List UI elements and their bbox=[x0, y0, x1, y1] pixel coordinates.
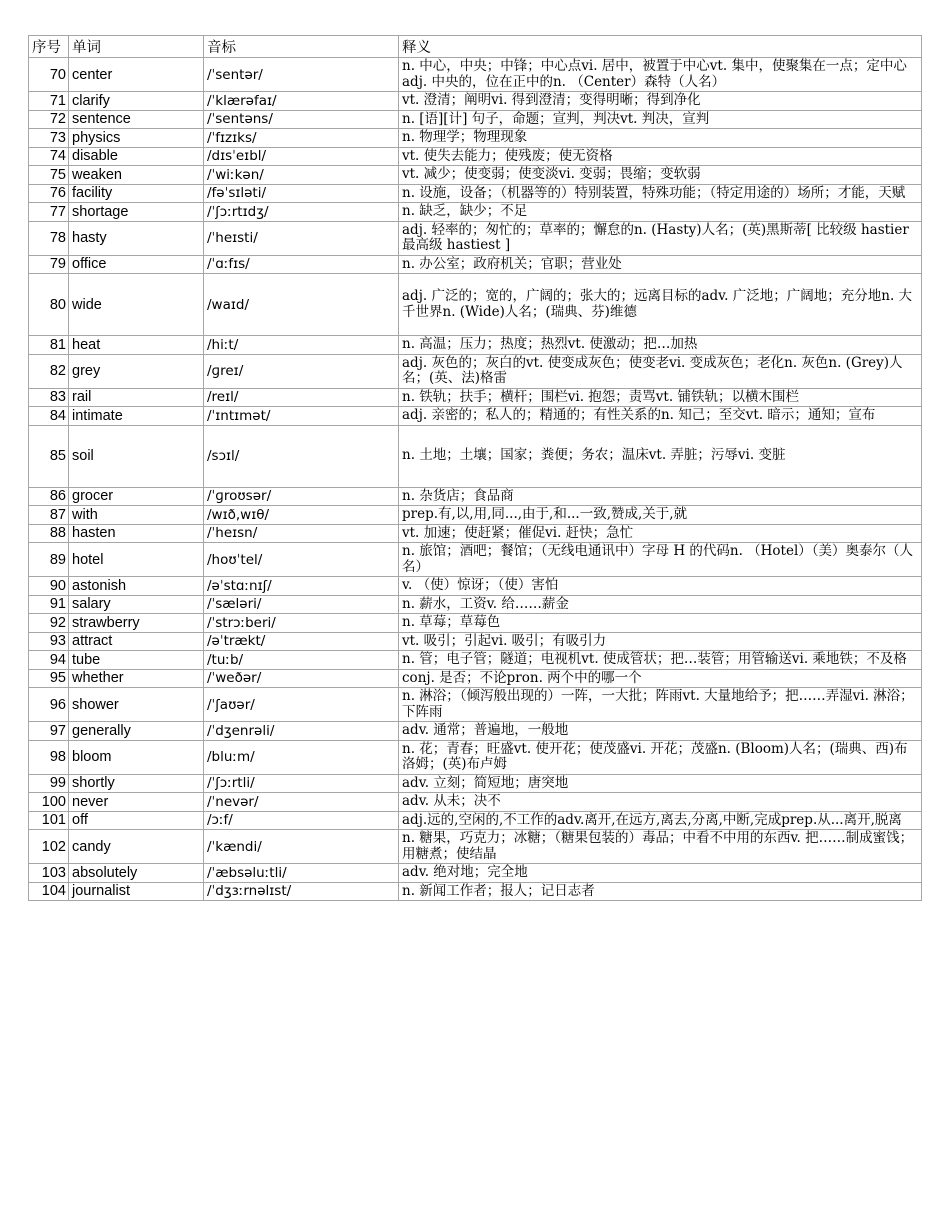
table-row bbox=[29, 614, 922, 633]
table-row bbox=[29, 388, 922, 407]
row-number: 73 bbox=[29, 129, 69, 148]
row-word: hasty bbox=[69, 221, 204, 255]
row-word: heat bbox=[69, 336, 204, 355]
row-word: journalist bbox=[69, 882, 204, 901]
table-row bbox=[29, 274, 922, 336]
row-word: tube bbox=[69, 651, 204, 670]
row-definition: adj. 灰色的；灰白的vt. 使变成灰色；使变老vi. 变成灰色；老化n. 灰色n. (Grey)人名；(英、法)格雷 bbox=[399, 354, 922, 388]
row-definition: vt. 使失去能力；使残废；使无资格 bbox=[399, 147, 922, 166]
row-phonetic: /bluːm/ bbox=[204, 740, 399, 774]
row-definition: adj. 轻率的；匆忙的；草率的；懈怠的n. (Hasty)人名；(英)黑斯蒂[ 比较级 hastier 最高级 hastiest ] bbox=[399, 221, 922, 255]
row-phonetic: /ˈʃɔːrtli/ bbox=[204, 774, 399, 793]
row-phonetic: /ˈdʒɜːrnəlɪst/ bbox=[204, 882, 399, 901]
header-number: 序号 bbox=[29, 36, 69, 58]
row-number: 83 bbox=[29, 388, 69, 407]
table-row bbox=[29, 255, 922, 274]
row-definition: v. （使）惊讶；（使）害怕 bbox=[399, 577, 922, 596]
row-word: wide bbox=[69, 274, 204, 336]
row-phonetic: /ˈstrɔːberi/ bbox=[204, 614, 399, 633]
table-row bbox=[29, 184, 922, 203]
row-word: generally bbox=[69, 722, 204, 741]
row-number: 75 bbox=[29, 166, 69, 185]
row-definition: n. [语][计] 句子，命题；宣判，判决vt. 判决，宣判 bbox=[399, 110, 922, 129]
row-phonetic: /ˈnevər/ bbox=[204, 793, 399, 812]
header-phonetic: 音标 bbox=[204, 36, 399, 58]
row-phonetic: /ˈdʒenrəli/ bbox=[204, 722, 399, 741]
row-phonetic: /əˈtrækt/ bbox=[204, 632, 399, 651]
row-number: 71 bbox=[29, 92, 69, 111]
row-phonetic: /ˈwiːkən/ bbox=[204, 166, 399, 185]
row-definition: n. 铁轨；扶手；横杆；围栏vi. 抱怨；责骂vt. 铺铁轨；以横木围栏 bbox=[399, 388, 922, 407]
row-number: 78 bbox=[29, 221, 69, 255]
table-row bbox=[29, 793, 922, 812]
row-number: 97 bbox=[29, 722, 69, 741]
row-word: weaken bbox=[69, 166, 204, 185]
row-phonetic: /waɪd/ bbox=[204, 274, 399, 336]
row-phonetic: /tuːb/ bbox=[204, 651, 399, 670]
row-definition: n. 办公室；政府机关；官职；营业处 bbox=[399, 255, 922, 274]
row-phonetic: /fəˈsɪləti/ bbox=[204, 184, 399, 203]
row-number: 77 bbox=[29, 203, 69, 222]
row-definition: n. 杂货店；食品商 bbox=[399, 487, 922, 506]
row-word: shortly bbox=[69, 774, 204, 793]
row-number: 79 bbox=[29, 255, 69, 274]
row-word: candy bbox=[69, 830, 204, 864]
row-number: 74 bbox=[29, 147, 69, 166]
row-definition: adv. 从未；决不 bbox=[399, 793, 922, 812]
row-phonetic: /ɡreɪ/ bbox=[204, 354, 399, 388]
row-word: clarify bbox=[69, 92, 204, 111]
table-row bbox=[29, 407, 922, 426]
row-number: 99 bbox=[29, 774, 69, 793]
table-row bbox=[29, 58, 922, 92]
table-row bbox=[29, 811, 922, 830]
row-number: 103 bbox=[29, 864, 69, 883]
row-number: 82 bbox=[29, 354, 69, 388]
row-definition: vt. 澄清；阐明vi. 得到澄清；变得明晰；得到净化 bbox=[399, 92, 922, 111]
row-number: 70 bbox=[29, 58, 69, 92]
row-definition: prep.有,以,用,同...,由于,和...一致,赞成,关于,就 bbox=[399, 506, 922, 525]
row-number: 88 bbox=[29, 524, 69, 543]
row-word: facility bbox=[69, 184, 204, 203]
table-row bbox=[29, 882, 922, 901]
row-number: 96 bbox=[29, 688, 69, 722]
table-row bbox=[29, 425, 922, 487]
row-word: strawberry bbox=[69, 614, 204, 633]
row-number: 102 bbox=[29, 830, 69, 864]
row-word: bloom bbox=[69, 740, 204, 774]
row-number: 76 bbox=[29, 184, 69, 203]
row-phonetic: /ˈsentəns/ bbox=[204, 110, 399, 129]
row-definition: adv. 通常；普遍地，一般地 bbox=[399, 722, 922, 741]
row-number: 98 bbox=[29, 740, 69, 774]
table-row bbox=[29, 221, 922, 255]
row-phonetic: /dɪsˈeɪbl/ bbox=[204, 147, 399, 166]
row-phonetic: /ˈheɪsn/ bbox=[204, 524, 399, 543]
row-definition: n. 花；青春；旺盛vt. 使开花；使茂盛vi. 开花；茂盛n. (Bloom)人名；(瑞典、西)布洛姆；(英)布卢姆 bbox=[399, 740, 922, 774]
table-row bbox=[29, 632, 922, 651]
row-phonetic: /hiːt/ bbox=[204, 336, 399, 355]
table-row bbox=[29, 688, 922, 722]
row-phonetic: /ˈheɪsti/ bbox=[204, 221, 399, 255]
row-definition: adj.远的,空闲的,不工作的adv.离开,在远方,离去,分离,中断,完成prep.从...离开,脱离 bbox=[399, 811, 922, 830]
row-number: 81 bbox=[29, 336, 69, 355]
row-number: 90 bbox=[29, 577, 69, 596]
row-phonetic: /əˈstɑːnɪʃ/ bbox=[204, 577, 399, 596]
table-row bbox=[29, 506, 922, 525]
table-row bbox=[29, 524, 922, 543]
row-definition: adv. 立刻；简短地；唐突地 bbox=[399, 774, 922, 793]
row-phonetic: /ˈsæləri/ bbox=[204, 595, 399, 614]
row-word: intimate bbox=[69, 407, 204, 426]
table-row bbox=[29, 203, 922, 222]
table-row bbox=[29, 543, 922, 577]
vocabulary-page bbox=[28, 35, 921, 901]
table-row bbox=[29, 110, 922, 129]
table-row bbox=[29, 830, 922, 864]
row-word: center bbox=[69, 58, 204, 92]
row-word: grocer bbox=[69, 487, 204, 506]
row-number: 101 bbox=[29, 811, 69, 830]
row-word: grey bbox=[69, 354, 204, 388]
table-row bbox=[29, 336, 922, 355]
row-number: 91 bbox=[29, 595, 69, 614]
row-definition: n. 管；电子管；隧道；电视机vt. 使成管状；把…装管；用管输送vi. 乘地铁；不及格 bbox=[399, 651, 922, 670]
row-phonetic: /ˈkændi/ bbox=[204, 830, 399, 864]
row-word: whether bbox=[69, 669, 204, 688]
vocabulary-table bbox=[28, 35, 922, 901]
row-word: with bbox=[69, 506, 204, 525]
table-row bbox=[29, 92, 922, 111]
row-phonetic: /wɪð,wɪθ/ bbox=[204, 506, 399, 525]
table-row bbox=[29, 354, 922, 388]
row-definition: vt. 吸引；引起vi. 吸引；有吸引力 bbox=[399, 632, 922, 651]
row-phonetic: /ˈʃɔːrtɪdʒ/ bbox=[204, 203, 399, 222]
row-phonetic: /ˈfɪzɪks/ bbox=[204, 129, 399, 148]
row-definition: n. 草莓；草莓色 bbox=[399, 614, 922, 633]
row-definition: n. 旅馆；酒吧；餐馆；（无线电通讯中）字母 H 的代码n. （Hotel）（美）奥泰尔（人名） bbox=[399, 543, 922, 577]
table-row bbox=[29, 740, 922, 774]
table-row bbox=[29, 129, 922, 148]
row-word: shortage bbox=[69, 203, 204, 222]
table-row bbox=[29, 669, 922, 688]
row-definition: n. 设施，设备；（机器等的）特别装置，特殊功能；（特定用途的）场所；才能，天赋 bbox=[399, 184, 922, 203]
row-word: salary bbox=[69, 595, 204, 614]
row-phonetic: /ɔːf/ bbox=[204, 811, 399, 830]
row-phonetic: /ˈklærəfaɪ/ bbox=[204, 92, 399, 111]
row-definition: n. 淋浴；（倾泻般出现的）一阵，一大批；阵雨vt. 大量地给予；把……弄湿vi. 淋浴；下阵雨 bbox=[399, 688, 922, 722]
row-number: 104 bbox=[29, 882, 69, 901]
row-word: soil bbox=[69, 425, 204, 487]
row-phonetic: /ˈɪntɪmət/ bbox=[204, 407, 399, 426]
table-row bbox=[29, 864, 922, 883]
row-definition: n. 高温；压力；热度；热烈vt. 使激动；把…加热 bbox=[399, 336, 922, 355]
row-word: hotel bbox=[69, 543, 204, 577]
row-number: 94 bbox=[29, 651, 69, 670]
row-definition: n. 薪水，工资v. 给……薪金 bbox=[399, 595, 922, 614]
row-number: 87 bbox=[29, 506, 69, 525]
row-word: never bbox=[69, 793, 204, 812]
row-number: 72 bbox=[29, 110, 69, 129]
table-body bbox=[29, 58, 922, 901]
row-phonetic: /ˈweðər/ bbox=[204, 669, 399, 688]
row-phonetic: /reɪl/ bbox=[204, 388, 399, 407]
row-phonetic: /hoʊˈtel/ bbox=[204, 543, 399, 577]
row-definition: vt. 加速；使赶紧；催促vi. 赶快；急忙 bbox=[399, 524, 922, 543]
header-definition: 释义 bbox=[399, 36, 922, 58]
row-phonetic: /ˈɑːfɪs/ bbox=[204, 255, 399, 274]
table-row bbox=[29, 651, 922, 670]
row-definition: conj. 是否；不论pron. 两个中的哪一个 bbox=[399, 669, 922, 688]
row-word: astonish bbox=[69, 577, 204, 596]
table-row bbox=[29, 577, 922, 596]
row-number: 84 bbox=[29, 407, 69, 426]
table-row bbox=[29, 166, 922, 185]
row-number: 85 bbox=[29, 425, 69, 487]
row-definition: vt. 减少；使变弱；使变淡vi. 变弱；畏缩；变软弱 bbox=[399, 166, 922, 185]
row-word: physics bbox=[69, 129, 204, 148]
row-phonetic: /ˈʃaʊər/ bbox=[204, 688, 399, 722]
row-number: 86 bbox=[29, 487, 69, 506]
row-definition: n. 物理学；物理现象 bbox=[399, 129, 922, 148]
row-word: office bbox=[69, 255, 204, 274]
table-row bbox=[29, 595, 922, 614]
row-phonetic: /sɔɪl/ bbox=[204, 425, 399, 487]
row-word: attract bbox=[69, 632, 204, 651]
row-definition: n. 新闻工作者；报人；记日志者 bbox=[399, 882, 922, 901]
table-row bbox=[29, 774, 922, 793]
row-word: disable bbox=[69, 147, 204, 166]
row-number: 93 bbox=[29, 632, 69, 651]
row-definition: n. 缺乏，缺少；不足 bbox=[399, 203, 922, 222]
row-phonetic: /ˈɡroʊsər/ bbox=[204, 487, 399, 506]
row-number: 95 bbox=[29, 669, 69, 688]
row-definition: n. 中心，中央；中锋；中心点vi. 居中，被置于中心vt. 集中，使聚集在一点；定中心adj. 中央的，位在正中的n. （Center）森特（人名） bbox=[399, 58, 922, 92]
table-row bbox=[29, 147, 922, 166]
row-number: 80 bbox=[29, 274, 69, 336]
row-number: 100 bbox=[29, 793, 69, 812]
row-word: shower bbox=[69, 688, 204, 722]
row-definition: adj. 亲密的；私人的；精通的；有性关系的n. 知己；至交vt. 暗示；通知；宣布 bbox=[399, 407, 922, 426]
row-definition: n. 土地；土壤；国家；粪便；务农；温床vt. 弄脏；污辱vi. 变脏 bbox=[399, 425, 922, 487]
row-definition: n. 糖果，巧克力；冰糖；（糖果包装的）毒品；中看不中用的东西v. 把……制成蜜饯；用糖煮；使结晶 bbox=[399, 830, 922, 864]
header-word: 单词 bbox=[69, 36, 204, 58]
table-header-row bbox=[29, 36, 922, 58]
table-row bbox=[29, 722, 922, 741]
row-word: sentence bbox=[69, 110, 204, 129]
row-word: off bbox=[69, 811, 204, 830]
row-word: rail bbox=[69, 388, 204, 407]
table-row bbox=[29, 487, 922, 506]
row-word: absolutely bbox=[69, 864, 204, 883]
row-number: 89 bbox=[29, 543, 69, 577]
row-definition: adv. 绝对地；完全地 bbox=[399, 864, 922, 883]
row-definition: adj. 广泛的；宽的，广阔的；张大的；远离目标的adv. 广泛地；广阔地；充分地n. 大千世界n. (Wide)人名；(瑞典、芬)维德 bbox=[399, 274, 922, 336]
row-phonetic: /ˈsentər/ bbox=[204, 58, 399, 92]
row-word: hasten bbox=[69, 524, 204, 543]
row-phonetic: /ˈæbsəluːtli/ bbox=[204, 864, 399, 883]
row-number: 92 bbox=[29, 614, 69, 633]
